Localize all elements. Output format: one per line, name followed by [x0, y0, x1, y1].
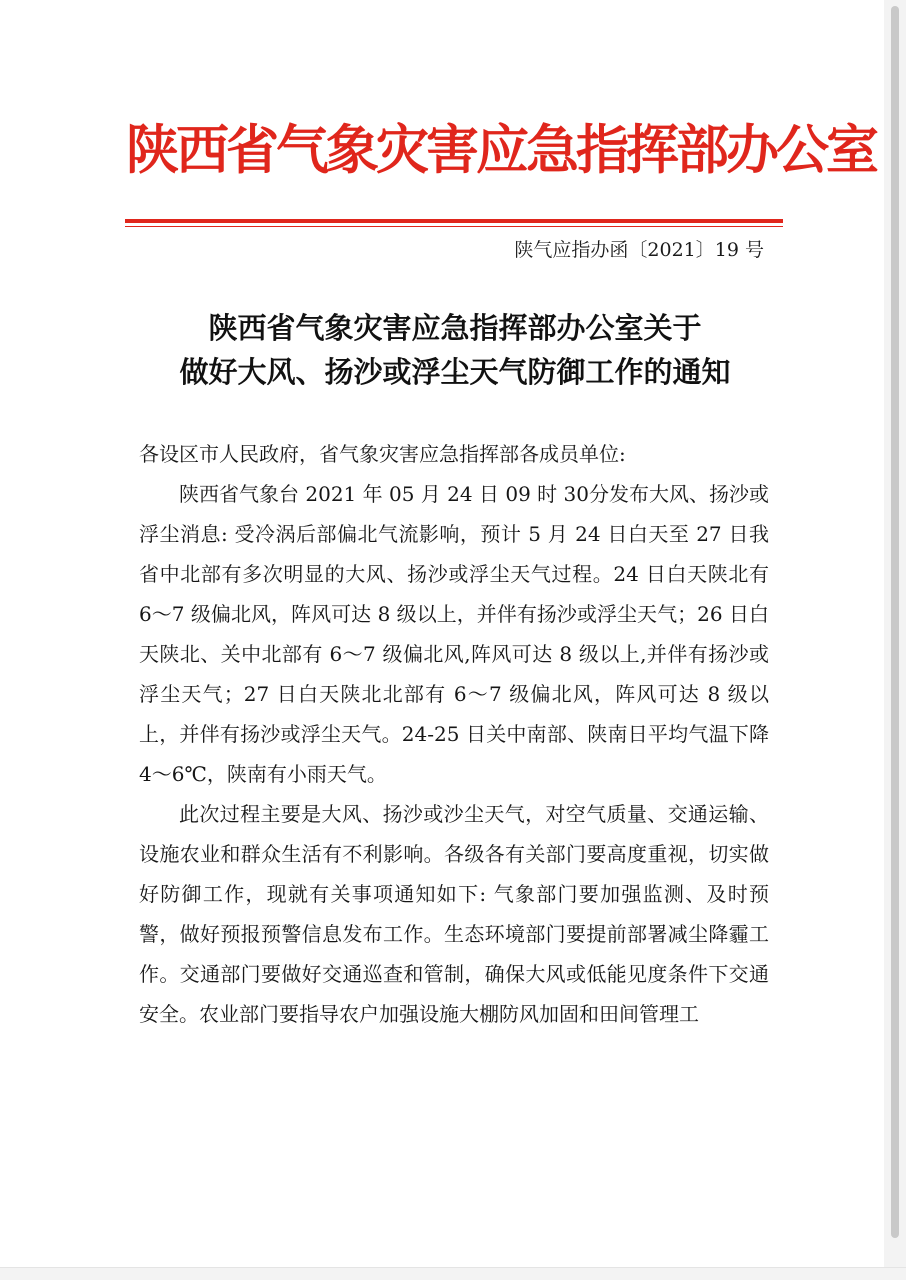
red-rule-thick [125, 219, 783, 223]
scrollbar-thumb[interactable] [891, 6, 899, 1238]
document-title [126, 306, 784, 394]
title-line-1: 陕西省气象灾害应急指挥部办公室关于 [208, 311, 702, 345]
vertical-scrollbar[interactable] [884, 0, 906, 1280]
body-paragraph-1: 陕西省气象台 2021 年 05 月 24 日 09 时 30分发布大风、扬沙或浮尘消息: 受冷涡后部偏北气流影响，预计 5 月 24 日白天至 27 日我省中北部有多次明显的大风、扬沙或浮尘天气过程。24 日白天陕北有 6～7 级偏北风，阵风可达 8 级以上，并伴有扬沙或浮尘天气；26 日白天陕北、关中北部有 6～7 级偏北风,阵风可达 8 级以上,并伴有扬沙或浮尘天气；27 日白天陕北北部有 6～7 级偏北风，阵风可达 8 级以上，并伴有扬沙或浮尘天气。24-25 日关中南部、陕南日平均气温下降 4～6℃，陕南有小雨天气。 [139, 482, 769, 786]
salutation: 各设区市人民政府，省气象灾害应急指挥部各成员单位: [139, 442, 626, 466]
red-rule-thin [125, 226, 783, 227]
bottom-edge-bar [0, 1267, 906, 1280]
document-body [139, 434, 769, 1034]
document-number: 陕气应指办函〔2021〕19 号 [514, 239, 764, 261]
title-line-2: 做好大风、扬沙或浮尘天气防御工作的通知 [179, 355, 731, 389]
issuer-letterhead: 陕西省气象灾害应急指挥部办公室 [126, 119, 876, 181]
body-paragraph-2: 此次过程主要是大风、扬沙或沙尘天气，对空气质量、交通运输、设施农业和群众生活有不利影响。各级各有关部门要高度重视，切实做好防御工作，现就有关事项通知如下: 气象部门要加强监测、及时预警，做好预报预警信息发布工作。生态环境部门要提前部署减尘降霾工作。交通部门要做好交通巡查和管制，确保大风或低能见度条件下交通安全。农业部门要指导农户加强设施大棚防风加固和田间管理工 [139, 802, 769, 1026]
